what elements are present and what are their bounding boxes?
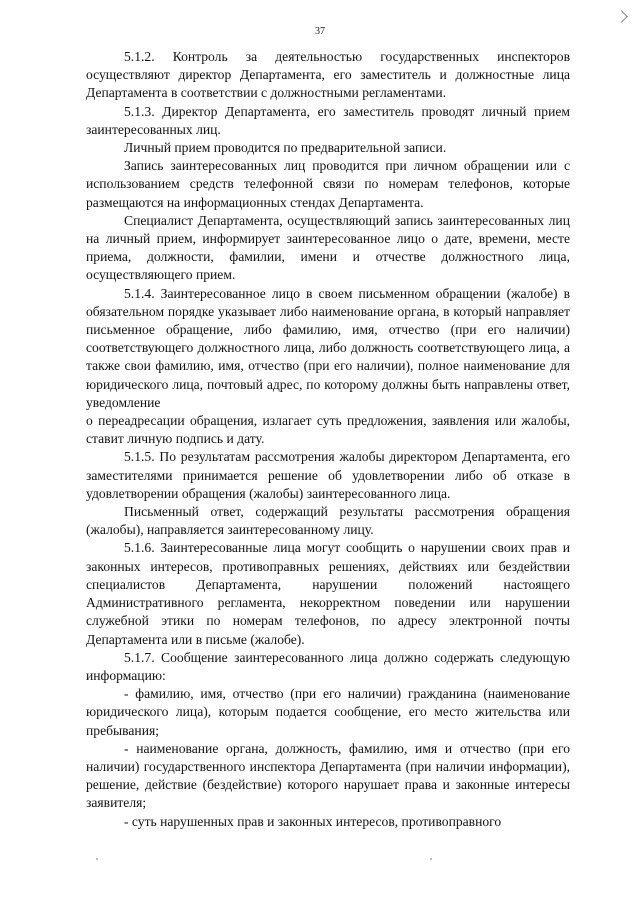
paragraph-personal-reception: Личный прием проводится по предварительной записи. — [124, 140, 447, 156]
paragraph-5-1-5: 5.1.5. По результатам рассмотрения жалобы директором Департамента, его заместителями принимается решение об удовлетворении либо об отказе в удовлетворении обращения (жалобы) заинтересованного лица. — [86, 449, 570, 501]
list-item-violation-essence: - суть нарушенных прав и законных интересов, противоправного — [124, 813, 502, 829]
scan-speck — [430, 858, 432, 860]
paragraph-5-1-4: 5.1.4. Заинтересованное лицо в своем письменном обращении (жалобе) в обязательном порядке указывает либо наименование органа, в который направляет письменное обращение, либо фамилию, имя, отчество (при его наличии) соответствующего должностного лица, либо должность соответствующего лица, а также свои фамилию, имя, отчество (при его наличии), полное наименование для юридического лица, почтовый адрес, по которому должны быть направлены ответ, уведомление — [86, 285, 570, 410]
paragraph-5-1-6: 5.1.6. Заинтересованные лица могут сообщить о нарушении своих прав и законных интересов, противоправных решениях, действиях или бездействии специалистов Департамента, нарушении положений настоящего Административного регламента, некорректном поведении или нарушении служебной этики по номерам телефонов, по адресу электронной почты Департамента или в письме (жалобе). — [86, 540, 570, 647]
document-body — [86, 48, 570, 831]
paragraph-written-reply: Письменный ответ, содержащий результаты рассмотрения обращения (жалобы), направляется заинтересованному лицу. — [86, 504, 570, 538]
paragraph-specialist-informs: Специалист Департамента, осуществляющий запись заинтересованных лиц на личный прием, информирует заинтересованное лицо о дате, времени, месте приема, должности, фамилии, имени и отчестве должностного лица, осуществляющего прием. — [86, 212, 570, 283]
paragraph-5-1-7: 5.1.7. Сообщение заинтересованного лица должно содержать следующую информацию: — [86, 649, 570, 683]
page-corner-mark — [615, 10, 628, 23]
paragraph-5-1-4-continued: о переадресации обращения, излагает суть предложения, заявления или жалобы, ставит личную подпись и дату. — [86, 413, 570, 447]
scan-speck — [96, 858, 98, 860]
list-item-applicant-name: - фамилию, имя, отчество (при его наличии) гражданина (наименование юридического лица), которым подается сообщение, его место жительства или пребывания; — [86, 686, 570, 738]
paragraph-5-1-3: 5.1.3. Директор Департамента, его заместитель проводят личный прием заинтересованных лиц. — [86, 103, 570, 137]
paragraph-5-1-2: 5.1.2. Контроль за деятельностью государственных инспекторов осуществляют директор Департамента, его заместитель и должностные лица Департамента в соответствии с должностными регламентами. — [86, 49, 570, 101]
page-number: 37 — [315, 26, 325, 37]
paragraph-appointment-booking: Запись заинтересованных лиц проводится при личном обращении или с использованием средств телефонной связи по номерам телефонов, которые размещаются на информационных стендах Департамента. — [86, 158, 570, 210]
list-item-inspector-details: - наименование органа, должность, фамилию, имя и отчество (при его наличии) государственного инспектора Департамента (при наличии информации), решение, действие (бездействие) которого нарушает права и законные интересы заявителя; — [86, 740, 570, 811]
